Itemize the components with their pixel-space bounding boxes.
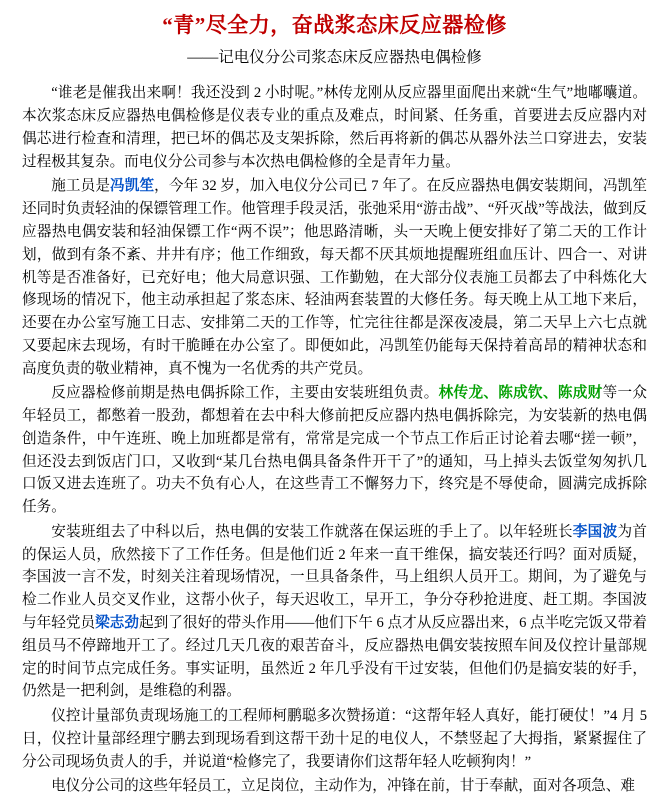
paragraph bbox=[22, 521, 647, 703]
text-run: 电仪分公司的这些年轻员工，立足岗位，主动作为，冲锋在前，甘于奉献，面对各项急、难 bbox=[51, 778, 635, 795]
highlighted-name-blue: 李国波 bbox=[572, 523, 618, 540]
text-run: 施工员是 bbox=[51, 178, 111, 195]
text-run: “谁老是催我出来啊！我还没到 2 小时呢。”林传龙刚从反应器里面爬出来就“生气”地嘟囔道。本次浆态床反应器热电偶检修是仪表专业的重点及难点，时间紧、任务重，首要进去反应器内对偶芯进行检查和清理，把已坏的偶芯及支架拆除，然后再将新的偶芯从器外法兰口穿进去，安装过程极其复杂。而电仪分公司参与本次热电偶检修的全是青年力量。 bbox=[22, 85, 647, 170]
text-run: 等一众年轻员工，都憋着一股劲，都想着在去中科大修前把反应器内热电偶拆除完，为安装新的热电偶创造条件，中午连班、晚上加班都是常有，常常是完成一个节点工作后正讨论着去哪“搓一顿”，但还没去到饭店门口，又收到“某几台热电偶具备条件开干了”的通知，马上掉头去饭堂匆匆扒几口饭又进去连班了。功夫不负有心人，在这些青工不懈努力下，终究是不辱使命，圆满完成拆除任务。 bbox=[22, 385, 647, 516]
text-run: ，今年 32 岁，加入电仪分公司已 7 年了。在反应器热电偶安装期间，冯凯笙还同时负责轻油的保镖管理工作。他管理手段灵活，张弛采用“游击战”、“歼灭战”等战法，做到反应器热电偶安装和轻油保镖工作“两不误”；他思路清晰，头一天晚上便安排好了第二天的工作计划，做到有条不紊、井井有序；他工作细致，每天都不厌其烦地提醒班组血压计、四合一、对讲机等是否准备好，已充好电；他大局意识强、工作勤勉，在大部分仪表施工员都去了中科炼化大修现场的情况下，他主动承担起了浆态床、轻油两套装置的大修任务。每天晚上从工地下来后，还要在办公室写施工日志、安排第二天的工作等，忙完往往都是深夜凌晨，第二天早上六七点就又要起床去现场，有时干脆睡在办公室了。即便如此，冯凯笙仍能每天保持着高昂的精神状态和高度负责的敬业精神，真不愧为一名优秀的共产党员。 bbox=[22, 178, 647, 377]
paragraph bbox=[22, 382, 647, 519]
document-body bbox=[22, 82, 647, 798]
highlighted-name-blue: 梁志劲 bbox=[95, 615, 139, 631]
page-subtitle: ——记电仪分公司浆态床反应器热电偶检修 bbox=[187, 49, 482, 67]
paragraph bbox=[22, 82, 647, 173]
text-run: 起到了很好的带头作用——他们下午 6 点才从反应器出来，6 点半吃完饭又带着组员马不停蹄地开工了。经过几天几夜的艰苦奋斗，反应器热电偶安装按照车间及仪控计量部规定的时间节点完成任务。事实证明，虽然近 2 年几乎没有干过安装，但他们仍是搞安装的好手，仍然是一把利剑，是维稳的利器。 bbox=[22, 615, 647, 700]
paragraph bbox=[22, 175, 647, 380]
text-run: 反应器检修前期是热电偶拆除工作，主要由安装班组负责。 bbox=[51, 385, 439, 402]
paragraph bbox=[22, 705, 647, 773]
page-title: “青”尽全力，奋战浆态床反应器检修 bbox=[162, 13, 507, 37]
paragraph bbox=[22, 775, 647, 798]
highlighted-names-green: 林传龙、陈成钦、陈成财 bbox=[438, 385, 603, 402]
highlighted-name-blue: 冯凯笙 bbox=[110, 178, 155, 195]
text-run: 安装班组去了中科以后，热电偶的安装工作就落在保运班的手上了。以年轻班长 bbox=[51, 523, 573, 540]
text-run: 仪控计量部负责现场施工的工程师柯鹏聪多次赞扬道：“这帮年轻人真好，能打硬仗！”4 月 5 日，仪控计量部经理宁鹏去到现场看到这帮干劲十足的电仪人，不禁竖起了大拇指，紧紧握住了分公司现场负责人的手，并说道“检修完了，我要请你们这帮年轻人吃顿狗肉！” bbox=[22, 708, 647, 770]
text-run: 为首的保运人员，欣然接下了工作任务。但是他们近 2 年来一直干维保，搞安装还行吗？面对质疑，李国波一言不发，时刻关注着现场情况，一旦具备条件，马上组织人员开工。期间，为了避免与检二作业人员交叉作业，这帮小伙子，每天迟收工，早开工，争分夺秒抢进度、赶工期。李国波与年轻党员 bbox=[22, 523, 647, 631]
